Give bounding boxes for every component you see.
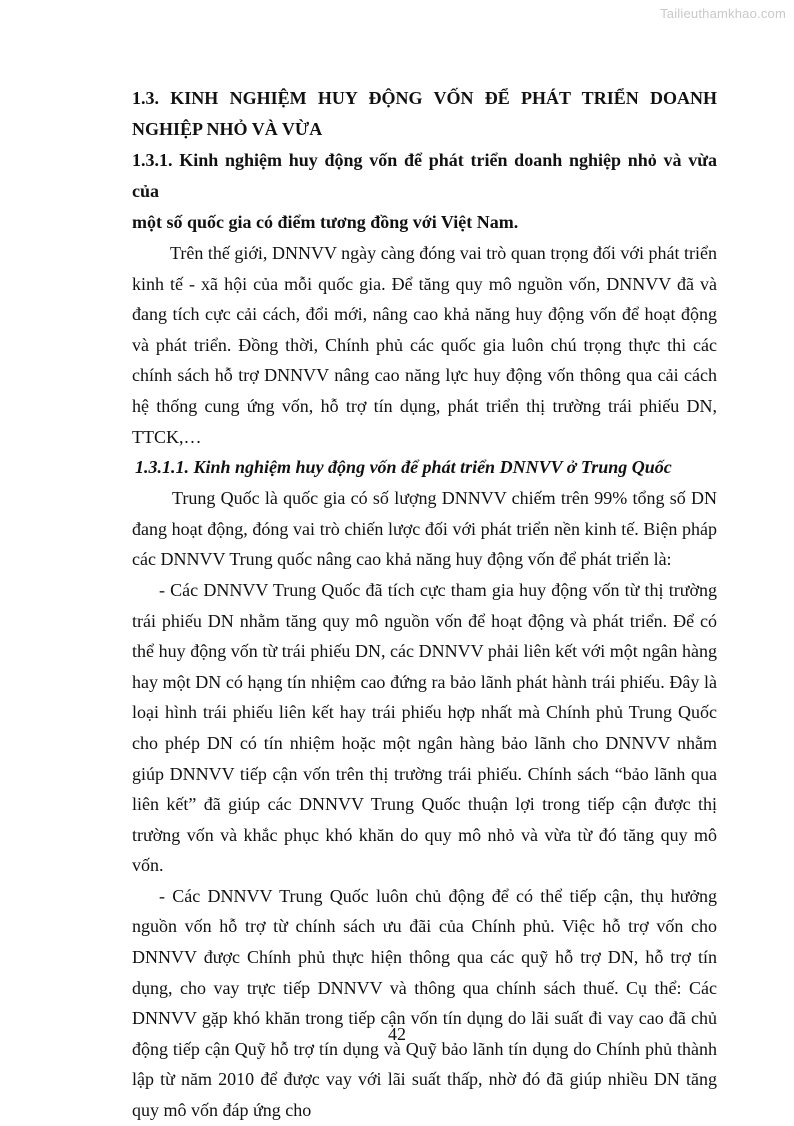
china-paragraph: Trung Quốc là quốc gia có số lượng DNNVV chiếm trên 99% tổng số DN đang hoạt động, đóng vai trò chiến lược đối với phát triển nền kinh tế. Biện pháp các DNNVV Trung quốc nâng cao khả năng huy động vốn để phát triển là:	[132, 488, 717, 570]
section-heading	[132, 82, 717, 145]
section-heading-line-2: NGHIỆP NHỎ VÀ VỪA	[132, 119, 323, 139]
page-number: 42	[388, 1024, 406, 1044]
section-heading-line-1: 1.3. KINH NGHIỆM HUY ĐỘNG VỐN ĐỂ PHÁT TRIỂN DOANH	[132, 88, 717, 108]
bullet-paragraph-1: - Các DNNVV Trung Quốc đã tích cực tham gia huy động vốn từ thị trường trái phiếu DN nhằm tăng quy mô nguồn vốn để hoạt động và phát triển. Để có thể huy động vốn từ trái phiếu DN, các DNNVV phải liên kết với một ngân hàng hay một DN có hạng tín nhiệm cao đứng ra bảo lãnh phát hành trái phiếu. Đây là loại hình trái phiếu liên kết hay trái phiếu hợp nhất mà Chính phủ Trung Quốc cho phép DN có tín nhiệm hoặc một ngân hàng bảo lãnh cho DNNVV nhằm giúp DNNVV tiếp cận vốn trên thị trường trái phiếu. Chính sách “bảo lãnh qua liên kết” đã giúp các DNNVV Trung Quốc thuận lợi trong tiếp cận được thị trường vốn và khắc phục khó khăn do quy mô nhỏ và vừa từ đó tăng quy mô vốn.	[132, 579, 717, 876]
intro-paragraph: Trên thế giới, DNNVV ngày càng đóng vai trò quan trọng đối với phát triển kinh tế - xã hội của mỗi quốc gia. Để tăng quy mô nguồn vốn, DNNVV đã và đang tích cực cải cách, đổi mới, nâng cao khả năng huy động vốn để hoạt động và phát triển. Đồng thời, Chính phủ các quốc gia luôn chú trọng thực thi các chính sách hỗ trợ DNNVV nâng cao năng lực huy động vốn thông qua cải cách hệ thống cung ứng vốn, hỗ trợ tín dụng, phát triển thị trường trái phiếu DN, TTCK,…	[132, 243, 717, 447]
subsection-heading	[132, 145, 717, 238]
watermark: Tailieuthamkhao.com	[660, 6, 786, 21]
document-body	[132, 82, 717, 1126]
subsubsection-heading: 1.3.1.1. Kinh nghiệm huy động vốn để phát triển DNNVV ở Trung Quốc	[135, 457, 672, 478]
bullet-paragraph-2: - Các DNNVV Trung Quốc luôn chủ động để có thể tiếp cận, thụ hưởng nguồn vốn hỗ trợ từ chính sách ưu đãi của Chính phủ. Việc hỗ trợ vốn cho DNNVV được Chính phủ thực hiện thông qua các quỹ hỗ trợ DN, hỗ trợ tín dụng, cho vay trực tiếp DNNVV và thông qua chính sách thuế. Cụ thể: Các DNNVV gặp khó khăn trong tiếp cận vốn tín dụng do lãi suất đi vay cao đã chủ động tiếp cận Quỹ hỗ trợ tín dụng và Quỹ bảo lãnh tín dụng do Chính phủ thành lập từ năm 2010 để được vay với lãi suất thấp, nhờ đó đã giúp nhiều DN tăng quy mô vốn đáp ứng cho	[132, 885, 717, 1121]
subsection-heading-line-1: 1.3.1. Kinh nghiệm huy động vốn để phát triển doanh nghiệp nhỏ và vừa của	[132, 150, 717, 201]
subsection-heading-line-2: một số quốc gia có điểm tương đồng với Việt Nam.	[132, 212, 519, 232]
